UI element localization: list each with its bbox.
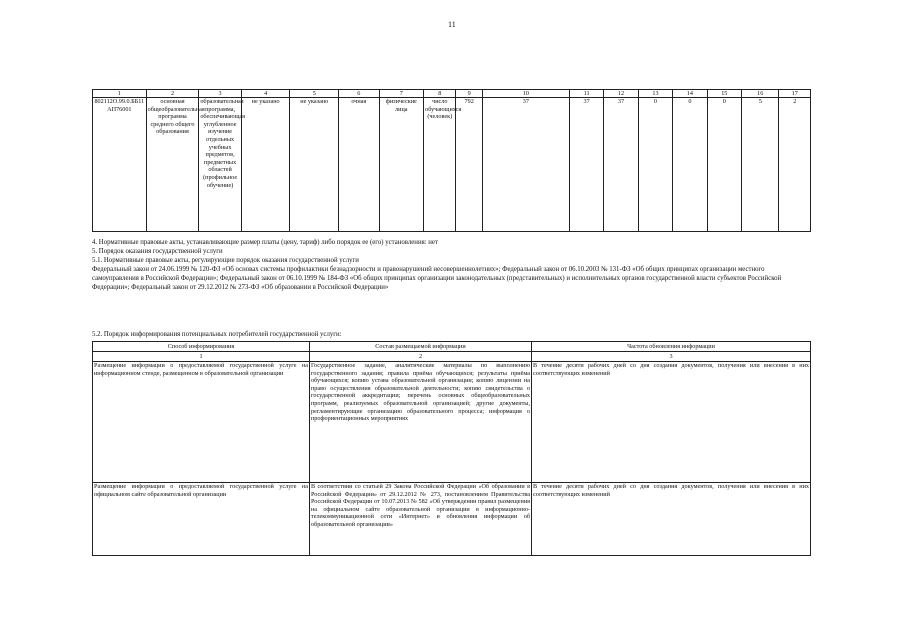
column-header: Способ информирования	[93, 342, 310, 352]
column-number: 10	[482, 90, 569, 98]
column-number: 2	[146, 90, 199, 98]
value-cell: 37	[604, 98, 638, 232]
value-cell: 0	[707, 98, 741, 232]
method-cell: Размещение информации о предоставляемой государственной услуге на официальном сайте образовательной организации	[93, 483, 310, 556]
column-number: 5	[290, 90, 339, 98]
column-number: 1	[93, 90, 147, 98]
table-header-row	[93, 90, 811, 98]
column-number: 4	[241, 90, 290, 98]
table-cell: не указано	[241, 98, 290, 232]
column-number: 7	[379, 90, 424, 98]
column-number: 11	[569, 90, 603, 98]
category-cell: физические лица	[379, 98, 424, 232]
column-number: 12	[604, 90, 638, 98]
table-row	[93, 362, 811, 483]
table-row	[93, 483, 811, 556]
column-number: 6	[339, 90, 380, 98]
form-cell: очная	[339, 98, 380, 232]
legal-acts-paragraph: Федеральный закон от 24.06.1999 № 120-ФЗ «Об основах системы профилактики безнадзорности и правонарушений несовершеннолетних»; Федеральный закон от 06.10.2003 № 131-ФЗ «Об общих принципах организации местного самоуправления в Российской Федерации»; Федеральный закон от 06.10.1999 № 184-ФЗ «Об общих принципах организации законодательных (представительных) и исполнительных органов государственной власти субъектов Российской Федерации»; Федеральный закон от 29.12.2012 № 273-ФЗ «Об образовании в Российской Федерации»	[92, 266, 782, 292]
column-number: 14	[673, 90, 707, 98]
column-number: 2	[310, 352, 532, 362]
frequency-cell: В течение десяти рабочих дней со дня создания документов, получения или внесения в них соответствующих изменений	[532, 483, 811, 556]
content-cell: Государственное задание, аналитические материалы по выполнению государственного задания; правила приёма обучающихся; результаты приёма обучающихся; копию устава образовательной организации; копию лицензии на право осуществления образовательной деятельности; копию свидетельства о государственной аккредитации; перечень основных общеобразовательных программ, реализуемых образовательной организацией; другие документы, регламентирующие организацию образовательного процесса; информация о профориентационных мероприятиях	[310, 362, 532, 483]
method-cell: Размещение информации о предоставляемой государственной услуге на информационном стенде, размещенном в образовательной организации	[93, 362, 310, 483]
okei-code-cell: 792	[456, 98, 482, 232]
value-cell: 5	[742, 98, 779, 232]
column-number: 13	[638, 90, 672, 98]
frequency-cell: В течение десяти рабочих дней со дня создания документов, получения или внесения в них соответствующих изменений	[532, 362, 811, 483]
indicators-table	[92, 89, 811, 232]
column-number: 9	[456, 90, 482, 98]
column-number: 3	[532, 352, 811, 362]
program-cell: основная общеобразовательная программа среднего общего образования	[146, 98, 199, 232]
page-number: 11	[448, 20, 456, 29]
content-cell: В соответствии со статьей 29 Закона Российской Федерации «Об образовании в Российской Федерации» от 29.12.2012 № 273, постановлением Правительства Российской Федерации от 10.07.2013 № 582 «Об утверждении правил размещения на официальном сайте образовательной организации в информационно-телекоммуникационной сети «Интернет» и обновления информации об образовательной организации»	[310, 483, 532, 556]
column-number: 3	[199, 90, 242, 98]
column-number: 16	[742, 90, 779, 98]
column-header: Состав размещаемой информации	[310, 342, 532, 352]
value-cell: 0	[673, 98, 707, 232]
column-number: 15	[707, 90, 741, 98]
column-number: 17	[779, 90, 811, 98]
section-4-text: 4. Нормативные правовые акты, устанавливающие размер платы (цену, тариф) либо порядок ее (его) установления: нет	[92, 239, 438, 246]
value-cell: 37	[482, 98, 569, 232]
program-type-cell: образовательная программа, обеспечивающая углубленное изучение отдельных учебных предметов, предметных областей (профильное обучение)	[199, 98, 242, 232]
registry-number-cell: 802112О.99.0.ББ11АП76001	[93, 98, 147, 232]
section-5-2-heading: 5.2. Порядок информирования потенциальных потребителей государственной услуги:	[92, 331, 342, 338]
column-number: 1	[93, 352, 310, 362]
value-cell: 2	[779, 98, 811, 232]
column-header: Частота обновления информации	[532, 342, 811, 352]
table-header-row	[93, 342, 811, 352]
column-number: 8	[424, 90, 456, 98]
section-5-1-heading: 5.1. Нормативные правовые акты, регулирующие порядок оказания государственной услуги	[92, 257, 359, 264]
section-5-heading: 5. Порядок оказания государственной услуги	[92, 248, 223, 255]
informing-table	[92, 341, 811, 556]
table-row	[93, 98, 811, 232]
indicator-cell: число обучающихся (человек)	[424, 98, 456, 232]
value-cell: 0	[638, 98, 672, 232]
table-cell: не указано	[290, 98, 339, 232]
value-cell: 37	[569, 98, 603, 232]
column-number-row	[93, 352, 811, 362]
